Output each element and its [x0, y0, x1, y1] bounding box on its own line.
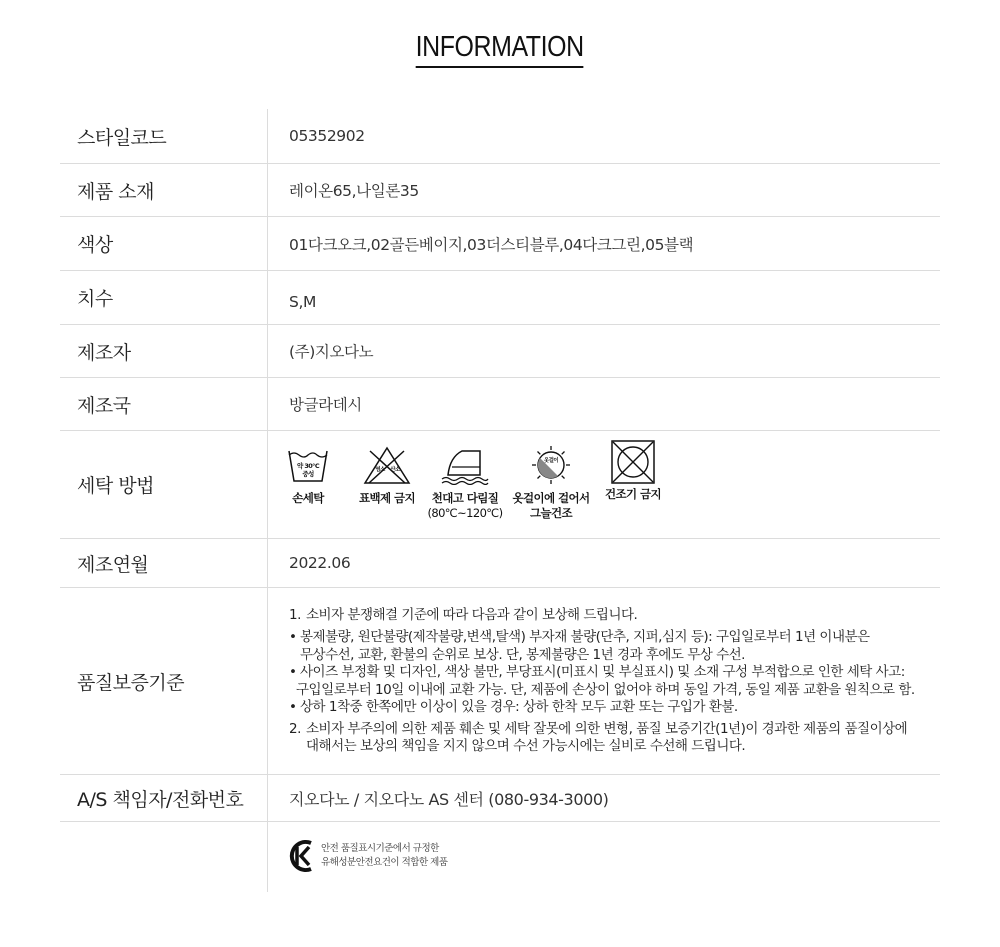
- quality-text: [268, 588, 940, 774]
- row-country: [60, 378, 940, 431]
- bullet: •: [289, 664, 297, 680]
- row-label: 색상: [60, 217, 268, 270]
- info-table: [60, 109, 940, 892]
- item-line: 대해서는 보상의 책임을 지지 않으며 수선 가능시에는 실비로 수선해 드립니다.: [306, 738, 746, 754]
- row-size: [60, 271, 940, 325]
- wash-caption-2: 그늘건조: [529, 505, 573, 520]
- wash-caption: 천대고 다림질: [431, 490, 499, 505]
- item-number: 2.: [289, 720, 301, 737]
- row-quality: [60, 588, 940, 775]
- item-text: 소비자 분쟁해결 기준에 따라 다음과 같이 보상해 드립니다.: [306, 606, 638, 623]
- kc-line: 유해성분안전요건이 적합한 제품: [321, 857, 448, 868]
- wash-item-hang-dry: [511, 445, 591, 521]
- quality-item-2: [289, 721, 907, 756]
- row-value: 05352902: [289, 127, 365, 145]
- row-material: [60, 164, 940, 217]
- row-color: [60, 217, 940, 271]
- row-label: 세탁 방법: [60, 431, 268, 538]
- row-value: 01다크오크,02골든베이지,03더스티블루,04다크그린,05블랙: [289, 235, 694, 254]
- kc-logo-text: [303, 872, 304, 873]
- kc-logo-icon: [289, 838, 317, 874]
- kc-line: 안전 품질표시기준에서 규정한: [321, 843, 439, 854]
- row-label: 치수: [60, 271, 268, 324]
- no-bleach-icon: [361, 445, 413, 485]
- hand-wash-icon-text-1: 약 30°C: [296, 461, 320, 470]
- row-date: [60, 539, 940, 588]
- bullet-line: 구입일로부터 10일 이내에 교환 가능. 단, 제품에 손상이 없어야 하며 동일 가격, 동일 제품 교환을 원칙으로 함.: [296, 681, 915, 698]
- bullet-line: 무상수선, 교환, 환불의 순위로 보상. 단, 봉제불량은 1년 경과 후에도 무상 수선.: [300, 646, 745, 663]
- hang-dry-icon-text: 옷걸이: [543, 457, 559, 464]
- hand-wash-icon-text-2: 중성: [302, 469, 314, 478]
- hang-dry-shade-icon: [528, 445, 574, 485]
- quality-item-1: [289, 607, 637, 625]
- bullet-line: 봉제불량, 원단불량(제작불량,변색,탈색) 부자재 불량(단추, 지퍼,심지 등): 구입일로부터 1년 이내분은: [300, 629, 870, 645]
- row-value: 레이온65,나일론35: [289, 182, 419, 200]
- wash-caption-sub: (80℃~120℃): [427, 505, 503, 520]
- title-wrap: [0, 30, 1000, 68]
- no-bleach-icon-text-1: 염소: [375, 466, 385, 473]
- bullet: •: [289, 629, 297, 645]
- row-label: A/S 책임자/전화번호: [60, 775, 268, 821]
- wash-item-hand-wash: [287, 445, 329, 506]
- quality-bullet: [289, 664, 915, 699]
- wash-icons: [289, 445, 663, 521]
- wash-item-no-bleach: [357, 445, 417, 506]
- bullet: •: [289, 699, 297, 715]
- wash-item-no-tumble-dry: [603, 445, 663, 502]
- row-value: S,M: [289, 292, 316, 311]
- row-washing: [60, 431, 940, 539]
- no-tumble-dry-icon: [610, 439, 656, 485]
- row-maker: [60, 325, 940, 378]
- item-line: 소비자 부주의에 의한 제품 훼손 및 세탁 잘못에 의한 변형, 품질 보증기간(1년)이 경과한 제품의 품질이상에: [306, 720, 908, 737]
- row-label: 제품 소재: [60, 164, 268, 216]
- row-value: 2022.06: [289, 554, 351, 572]
- wash-caption: 손세탁: [292, 490, 324, 505]
- row-as: [60, 775, 940, 822]
- iron-icon: [440, 445, 490, 485]
- row-label: 스타일코드: [60, 109, 268, 163]
- bullet-line: 사이즈 부정확 및 디자인, 색상 불만, 부당표시(미표시 및 부실표시) 및 소재 구성 부적합으로 인한 세탁 사고:: [300, 664, 905, 680]
- row-kc: [60, 822, 940, 892]
- row-label: 제조국: [60, 378, 268, 430]
- row-value: 방글라데시: [289, 396, 362, 414]
- no-bleach-icon-text-2: 산소: [390, 466, 400, 473]
- row-label: 제조자: [60, 325, 268, 377]
- row-label: 제조연월: [60, 539, 268, 587]
- quality-bullet: [289, 699, 738, 717]
- row-style-code: [60, 109, 940, 164]
- bullet-line: 상하 1착중 한쪽에만 이상이 있을 경우: 상하 한착 모두 교환 또는 구입가 환불.: [300, 699, 738, 715]
- row-value: 지오다노 / 지오다노 AS 센터 (080-934-3000): [289, 789, 609, 809]
- wash-caption: 표백제 금지: [359, 490, 415, 505]
- row-label-empty: [60, 822, 268, 892]
- item-number: 1.: [289, 606, 301, 623]
- wash-caption: 건조기 금지: [605, 486, 661, 501]
- kc-mark: [268, 822, 940, 892]
- row-value: [268, 431, 940, 538]
- hand-wash-icon: [287, 445, 329, 485]
- wash-caption: 옷걸이에 걸어서: [512, 490, 590, 505]
- wash-item-iron: [429, 445, 501, 521]
- page-title: INFORMATION: [416, 30, 584, 68]
- kc-text: [321, 842, 448, 870]
- quality-bullet: [289, 629, 870, 664]
- row-value: (주)지오다노: [289, 343, 374, 361]
- row-label: 품질보증기준: [60, 588, 268, 774]
